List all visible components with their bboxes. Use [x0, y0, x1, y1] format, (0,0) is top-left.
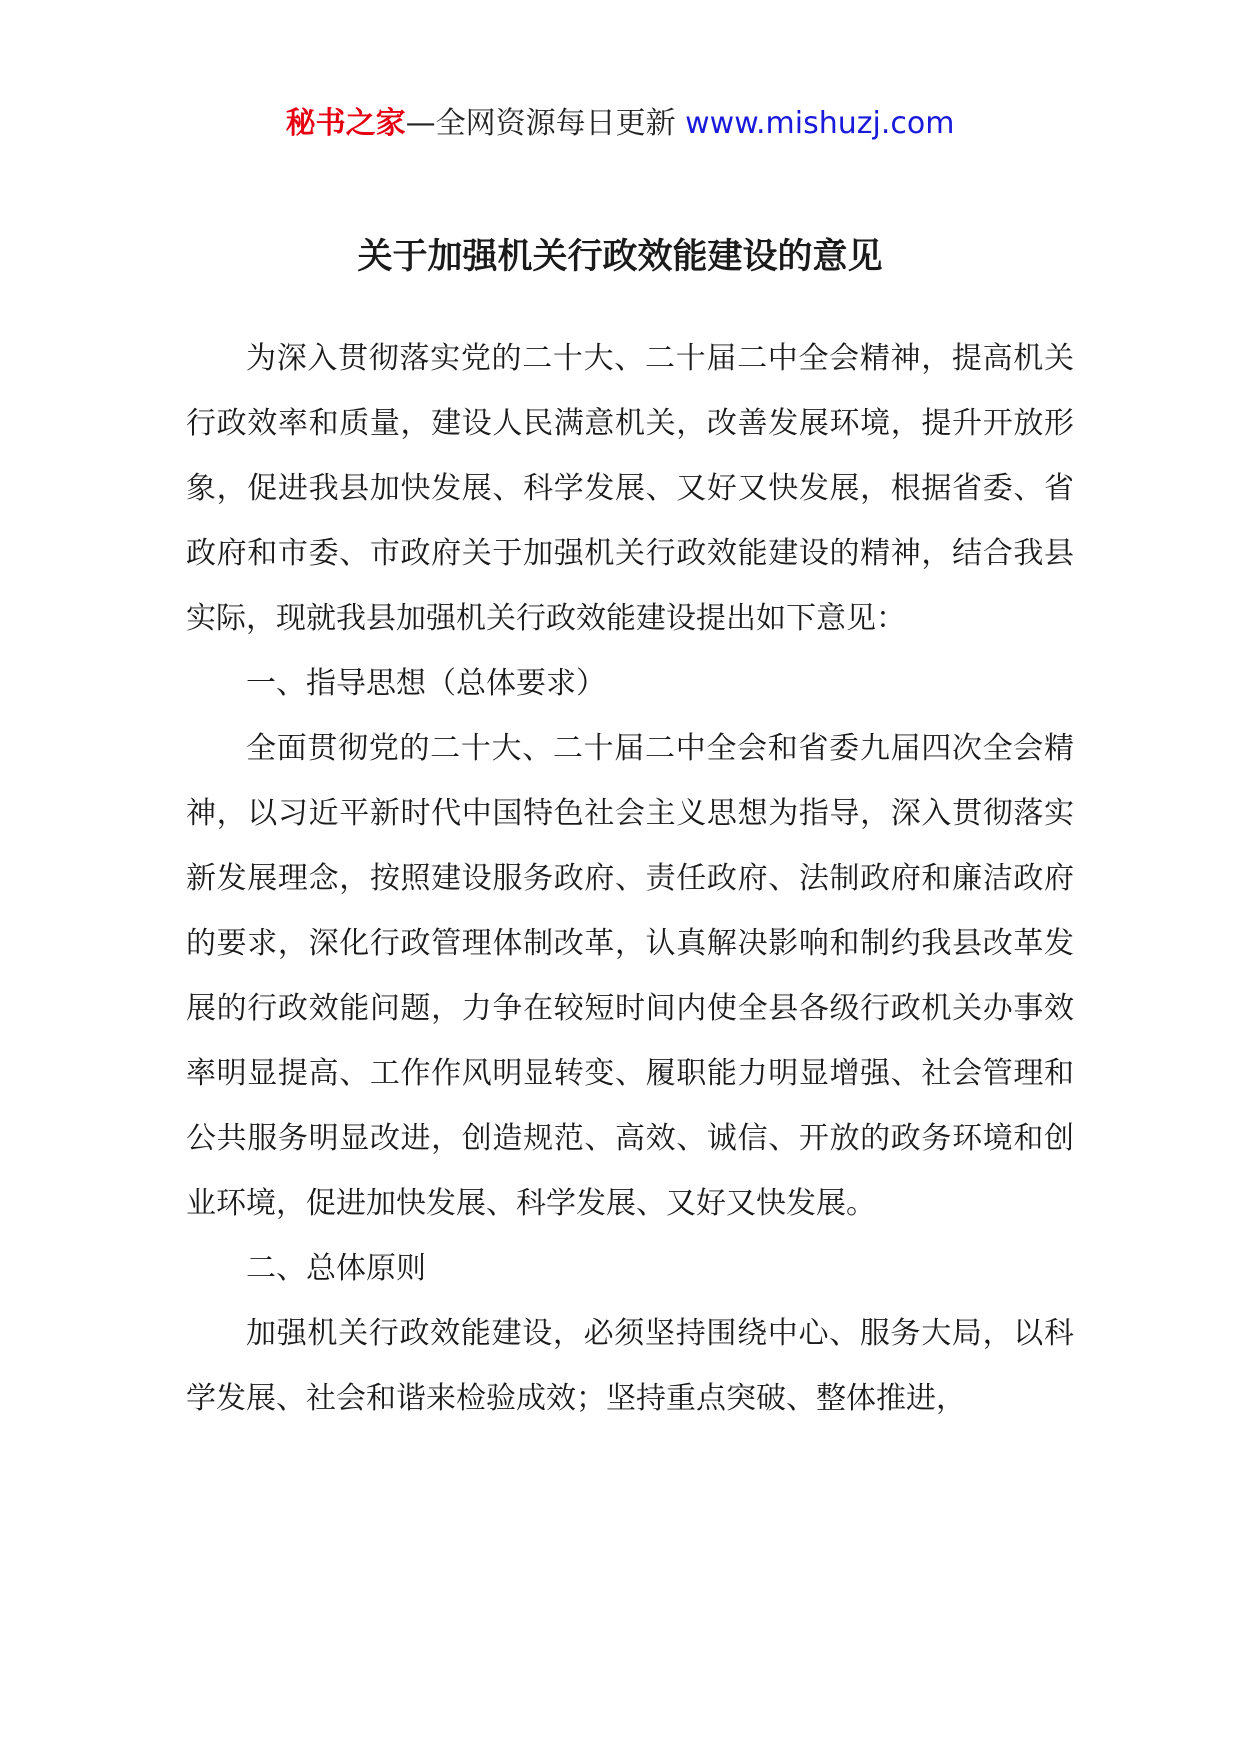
principles-paragraph: 加强机关行政效能建设，必须坚持围绕中心、服务大局，以科学发展、社会和谐来检验成效；坚持重点突破、整体推进，: [186, 1316, 1074, 1416]
document-body: [186, 326, 1074, 1431]
site-header-banner: [0, 102, 1240, 146]
document-title: 关于加强机关行政效能建设的意见: [357, 237, 883, 277]
intro-paragraph: 为深入贯彻落实党的二十大、二十届二中全会精神，提高机关行政效率和质量，建设人民满意机关，改善发展环境，提升开放形象，促进我县加快发展、科学发展、又好又快发展，根据省委、省政府和市委、市政府关于加强机关行政效能建设的精神，结合我县实际，现就我县加强机关行政效能建设提出如下意见：: [186, 341, 1074, 636]
section-heading-principles: 二、总体原则: [246, 1251, 426, 1286]
site-url-link[interactable]: www.mishuzj.com: [685, 106, 955, 141]
site-tagline: —全网资源每日更新: [405, 106, 686, 141]
guiding-thought-paragraph: 全面贯彻党的二十大、二十届二中全会和省委九届四次全会精神，以习近平新时代中国特色社会主义思想为指导，深入贯彻落实新发展理念，按照建设服务政府、责任政府、法制政府和廉洁政府的要求，深化行政管理体制改革，认真解决影响和制约我县改革发展的行政效能问题，力争在较短时间内使全县各级行政机关办事效率明显提高、工作作风明显转变、履职能力明显增强、社会管理和公共服务明显改进，创造规范、高效、诚信、开放的政务环境和创业环境，促进加快发展、科学发展、又好又快发展。: [186, 731, 1074, 1221]
site-brand: 秘书之家: [285, 106, 406, 141]
section-heading-guiding-thought: 一、指导思想（总体要求）: [246, 666, 606, 701]
